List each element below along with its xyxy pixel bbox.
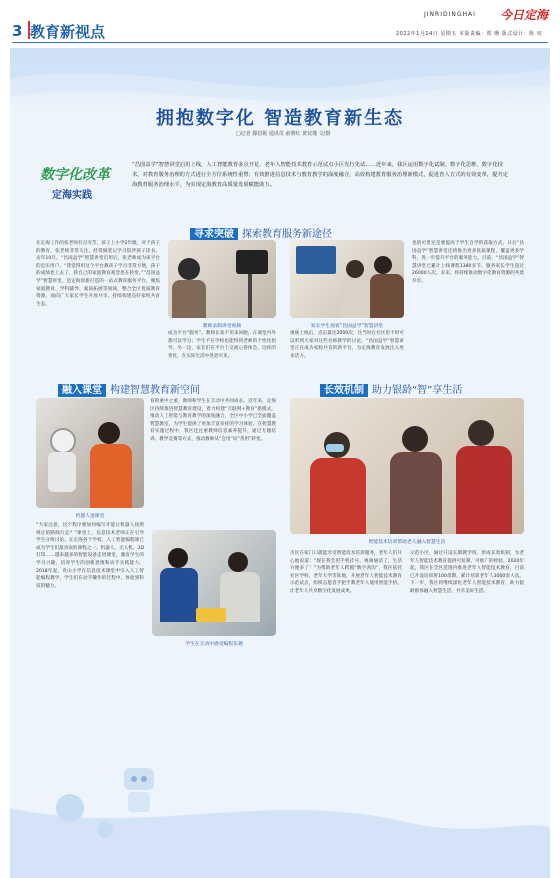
child-head: [346, 260, 364, 278]
photo-elderly-training: [290, 398, 524, 534]
section2-column1: “大家注意，这个程序要如何编写才能让机器人按照规定的路线行走？”课堂上，信息技术老师正在引导学生分组讨论。在定海各个学校，人工智能编程课已成为学生们最喜欢的课程之一。机器人、无人机、3D打印……越来越多的智能设备走进课堂，激发学生的学习兴趣，培养学生的创新思维和动手实践能力。2018年起，舟山小学在信息技术课堂中引入人工智能编程教学，学生们在动手操作的过程中，体验到科技的魅力。: [36, 523, 144, 589]
bottom-wave-decoration: [10, 768, 550, 878]
section-key-2: 融入课堂: [58, 384, 106, 397]
mask-shape: [326, 444, 344, 452]
photo-teacher-recording: [168, 240, 276, 318]
section-rest-2: 构建智慧教育新空间: [110, 385, 200, 396]
section3-column1: 市民在家门口就能享受智能技术培训服务，老年人们开心地说道：“现在我会用手机挂号、视频通话了，生活方便多了！”为帮助老年人跨越“数字鸿沟”，我区依托社区学校、老年大学等阵地，开展老年人智能技术教育示范试点，组织志愿者手把手教老年人使用智能手机，让老年人共享数字化发展成果。: [290, 551, 402, 594]
section-key-3: 长效机制: [320, 384, 368, 397]
student-a-body: [160, 568, 198, 622]
robot-body: [48, 452, 76, 492]
lead-paragraph: “昌国益学”智慧讲堂启用上线，人工智能教育多点开花，老年人智能技术教育示范试点小区先行先试……近年来，我区运用数字化试制、数字化思维、数字化技术，对教育服务治理的方式进行全方位系统性重塑；有效推进信息技术与教育教学的深度融合，高效构建教育服务治理新模式，促进育人方式的有效变革，提升定海教育服务治理水平，为实现定海教育高质量发展赋能助力。: [132, 162, 509, 188]
photo-robot-classroom: [36, 398, 144, 508]
volunteer2-body: [456, 446, 512, 534]
tripod-shape: [248, 274, 252, 318]
caption-4: 学生在互动中感受编程乐趣: [185, 642, 243, 647]
student-head: [98, 422, 120, 444]
child-body: [340, 278, 374, 318]
parent-body: [370, 274, 404, 318]
section1-column4: 也的可贵还是要提高于学生自学的获取方式，日后“昌国益学”智慧讲堂还将推出更多优质课程，覆盖更多学科，进一步提升平台的服务能力。目前，“昌国益学”智慧讲堂已累计上线课程1380多节，服务家长学生超过26000人次。未来，将持续推动数字化教育资源的共建共享。: [412, 241, 524, 284]
logo-line2: 定海实践: [52, 190, 92, 201]
student-body: [90, 444, 132, 508]
caption-5: 智能技术培训帮助老人融入智慧生活: [368, 540, 446, 545]
section-key-1: 寻求突破: [190, 228, 238, 241]
person-body: [172, 280, 206, 318]
section1-column2: 成为平台“服务”。教师在家不用来回跑，在课堂内外都可以学习；学生不在学校也能得到老师的个性化指导。另一边，家长们在平台上交流心得体会，这样的变化，在实际生活中处处可见。: [168, 331, 276, 359]
volunteer2-head: [468, 420, 494, 446]
logo-line1: 数字化改革: [40, 167, 110, 183]
camera-shape: [236, 250, 268, 274]
elder-body: [390, 452, 442, 534]
tv-screen: [296, 246, 336, 274]
section-rest-1: 探索教育服务新途径: [242, 229, 332, 240]
section-heading-1: [190, 222, 332, 240]
robot-kit: [196, 608, 226, 622]
person-head: [178, 258, 200, 280]
caption-1: 教师录制讲堂视频: [202, 324, 242, 329]
page-number: 3: [12, 22, 23, 40]
volunteer-body: [310, 458, 366, 534]
issue-meta: 2022年1月14日 星期五 本版责编：郑 珊 版式设计：陈 叹: [396, 31, 543, 37]
robot-head: [50, 428, 76, 454]
header-rule: [12, 42, 548, 43]
caption-2: 家长学生观看“昌国益学”智慧讲堂: [310, 324, 384, 329]
masthead: [0, 0, 560, 44]
section-heading-3: [320, 378, 463, 396]
section-heading-2: [58, 378, 200, 396]
student-b-body: [220, 572, 260, 622]
caption-3: 机器人进课堂: [75, 514, 105, 519]
section-title: 教育新视点: [30, 23, 106, 41]
section2-column2: 育的重中之重，教师和学生在互动中共同成长。近年来，定海区持续推进智慧教育建设，着力构建“互联网+教育”新模式，推动人工智能与教育教学的深度融合，全区中小学已全面覆盖智慧教室，为学生提供了更加丰富多样的学习体验。在智慧教育实施过程中，我区还注重教师信息素养提升，通过专题培训、教学竞赛等方式，推动教师从“会用”向“善用”转变。: [150, 399, 276, 442]
article-title: 拥抱数字化 智造教育新生态: [155, 108, 405, 129]
elder-head: [402, 426, 428, 452]
brand-logo: 今日定海: [500, 8, 549, 22]
student-b-head: [228, 552, 248, 572]
section1-column3: 视频上线后，点击量达2000次，这当时在社区里不时可以听到大家对这些名师教学的讨论，“昌国益学”智慧讲堂正在成为家校共育的新平台，为定海教育发展注入更多活力。: [290, 331, 404, 359]
photo-programming-class: [152, 530, 276, 636]
column-logo: [34, 164, 122, 212]
section1-column1: 在定海工作的张老师有点穷苦，孩子上小学2年级，对于孩子的教育，张老师非常关注，经常做笔记学习陪伴孩子读书。去年10月，“昌国益学”智慧讲堂启用后，张老师成为该平台的忠实用户。“我觉得用这个平台教孩子学习非常方便，孩子的成绩也上去了，我自己的家庭教育观念也在转变。”“昌国益学”智慧讲堂，是定海创新打造的一站式教育服务平台，聚焦家庭教育、学科辅导、素质拓展等领域，整合全区优质教育资源，面向广大家长学生开放共享，持续构建良好家校共育生态。: [36, 241, 160, 307]
brand-pinyin: JINRIDINGHAI: [424, 11, 476, 18]
parent-head: [374, 256, 392, 274]
student-a-head: [168, 548, 188, 568]
robot-illustration: [110, 760, 170, 820]
section3-column2: 示范小区，通过开设长期教学班、形成长效机制，为老年人智能技术教育提供可复制、可推广的经验。2020年起，我区在全区范围内推进老年人智能技术教育，目前已开设培训班100余期，累计培训老年人3000余人次。下一步，我区将继续深化老年人智能技术教育，助力银龄群体融入智慧生活，共享美好生活。: [410, 551, 524, 594]
photo-family-watching: [290, 240, 404, 318]
article-byline: □记者 滕招妮 通讯员 俞赛红 黄玟瑾 文/摄: [236, 131, 331, 137]
section-rest-3: 助力银龄“智”享生活: [372, 385, 463, 396]
